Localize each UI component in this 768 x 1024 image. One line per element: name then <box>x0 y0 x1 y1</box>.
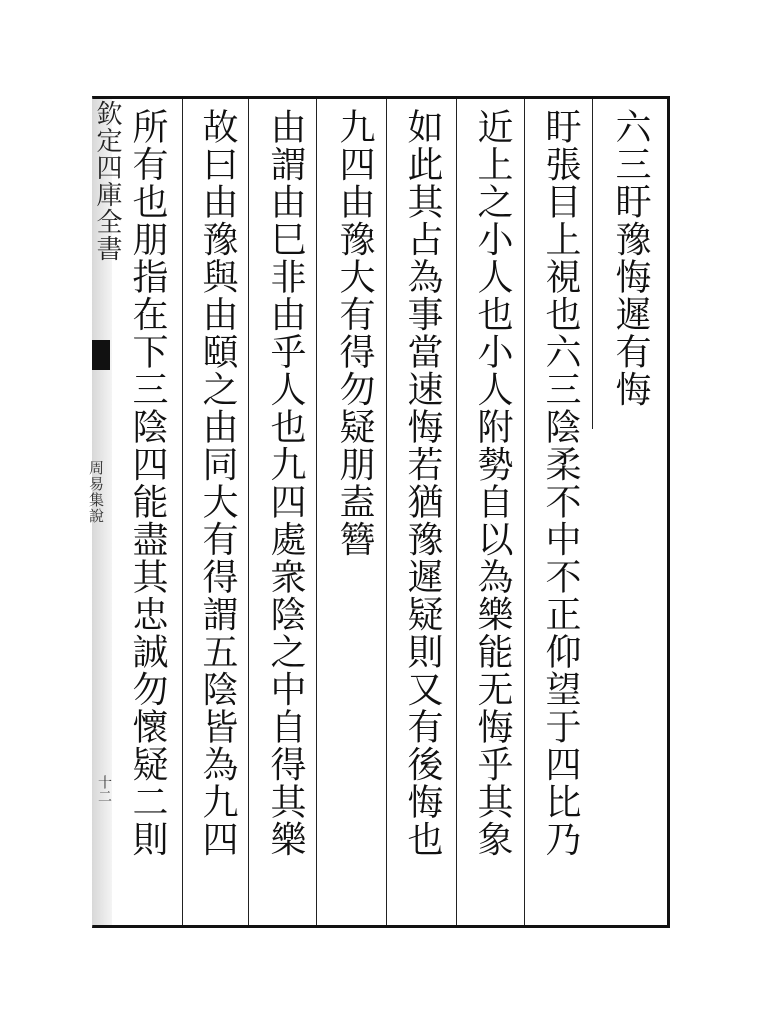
page-number: 十二 <box>96 775 112 803</box>
heading-rule <box>592 99 593 429</box>
column-rule <box>316 99 317 925</box>
fold-marker <box>92 340 110 370</box>
text-column-5: 九四由豫大有得勿疑朋盍簪 <box>334 108 375 558</box>
text-column-4: 如此其占為事當速悔若猶豫遲疑則又有後悔也 <box>402 108 443 858</box>
text-column-8: 所有也朋指在下三陰四能盡其忠誠勿懷疑二則 <box>127 108 168 858</box>
page-frame <box>92 96 670 928</box>
column-rule <box>386 99 387 925</box>
text-column-1: 六三盱豫悔遲有悔 <box>610 108 651 408</box>
column-rule <box>524 99 525 925</box>
column-rule <box>248 99 249 925</box>
text-column-6: 由謂由巳非由乎人也九四處衆陰之中自得其樂 <box>265 108 306 858</box>
text-column-2: 盱張目上視也六三陰柔不中不正仰望于四比乃 <box>540 108 581 858</box>
text-column-7: 故曰由豫與由頤之由同大有得謂五陰皆為九四 <box>197 108 238 858</box>
column-rule <box>182 99 183 925</box>
book-name: 周易集說 <box>87 460 105 524</box>
fold-title: 欽定四庫全書 <box>92 100 122 262</box>
text-column-3: 近上之小人也小人附勢自以為樂能无悔乎其象 <box>472 108 513 858</box>
column-rule <box>456 99 457 925</box>
